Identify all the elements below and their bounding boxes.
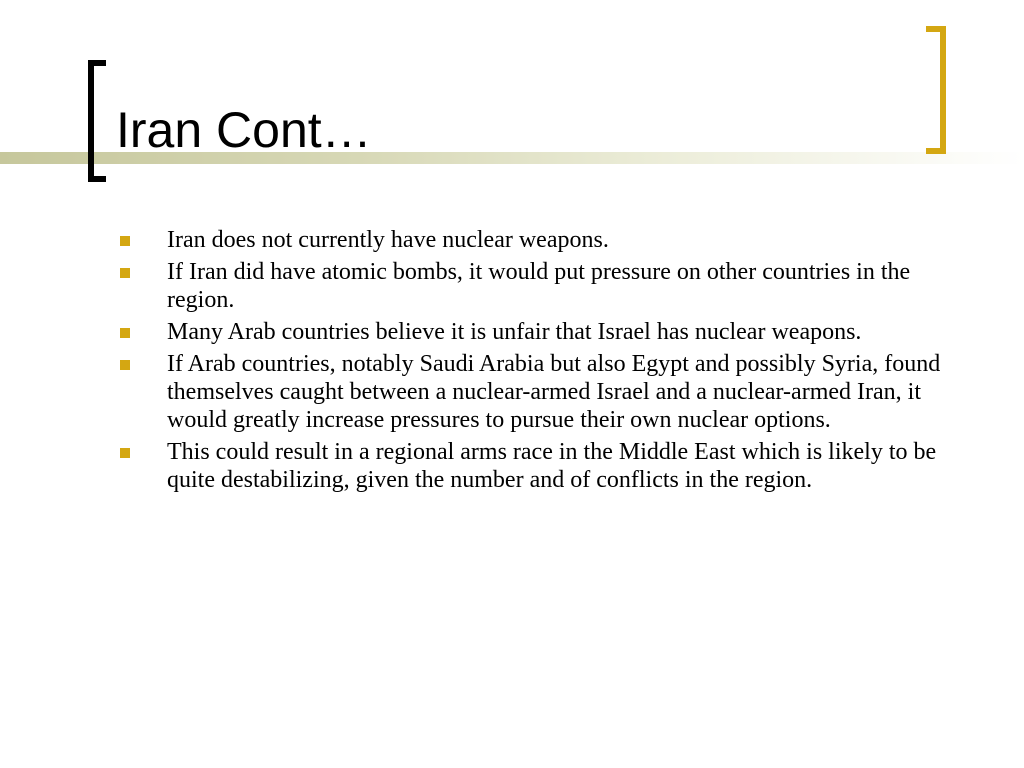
slide-title: Iran Cont…	[116, 102, 372, 158]
bullet-text: Many Arab countries believe it is unfair that Israel has nuclear weapons.	[167, 319, 862, 345]
bullet-item	[118, 350, 964, 434]
square-bullet-icon	[120, 360, 130, 370]
bullet-text: If Arab countries, notably Saudi Arabia but also Egypt and possibly Syria, found themselves caught between a nuclear-armed Israel and a nuclear-armed Iran, it would greatly increase pressures to pursue their own nuclear options.	[167, 351, 941, 433]
bullet-text: This could result in a regional arms race in the Middle East which is likely to be quite destabilizing, given the number and of conflicts in the region.	[167, 439, 937, 493]
bullet-item	[118, 318, 964, 346]
bullet-item	[118, 226, 964, 254]
square-bullet-icon	[120, 236, 130, 246]
bullet-item	[118, 258, 964, 314]
square-bullet-icon	[120, 448, 130, 458]
square-bullet-icon	[120, 328, 130, 338]
square-bullet-icon	[120, 268, 130, 278]
bullet-list	[118, 226, 964, 498]
right-bracket-decoration	[926, 26, 946, 154]
left-bracket-decoration	[88, 60, 106, 182]
bullet-text: If Iran did have atomic bombs, it would put pressure on other countries in the region.	[167, 259, 911, 313]
bullet-item	[118, 438, 964, 494]
bullet-text: Iran does not currently have nuclear weapons.	[167, 227, 609, 253]
